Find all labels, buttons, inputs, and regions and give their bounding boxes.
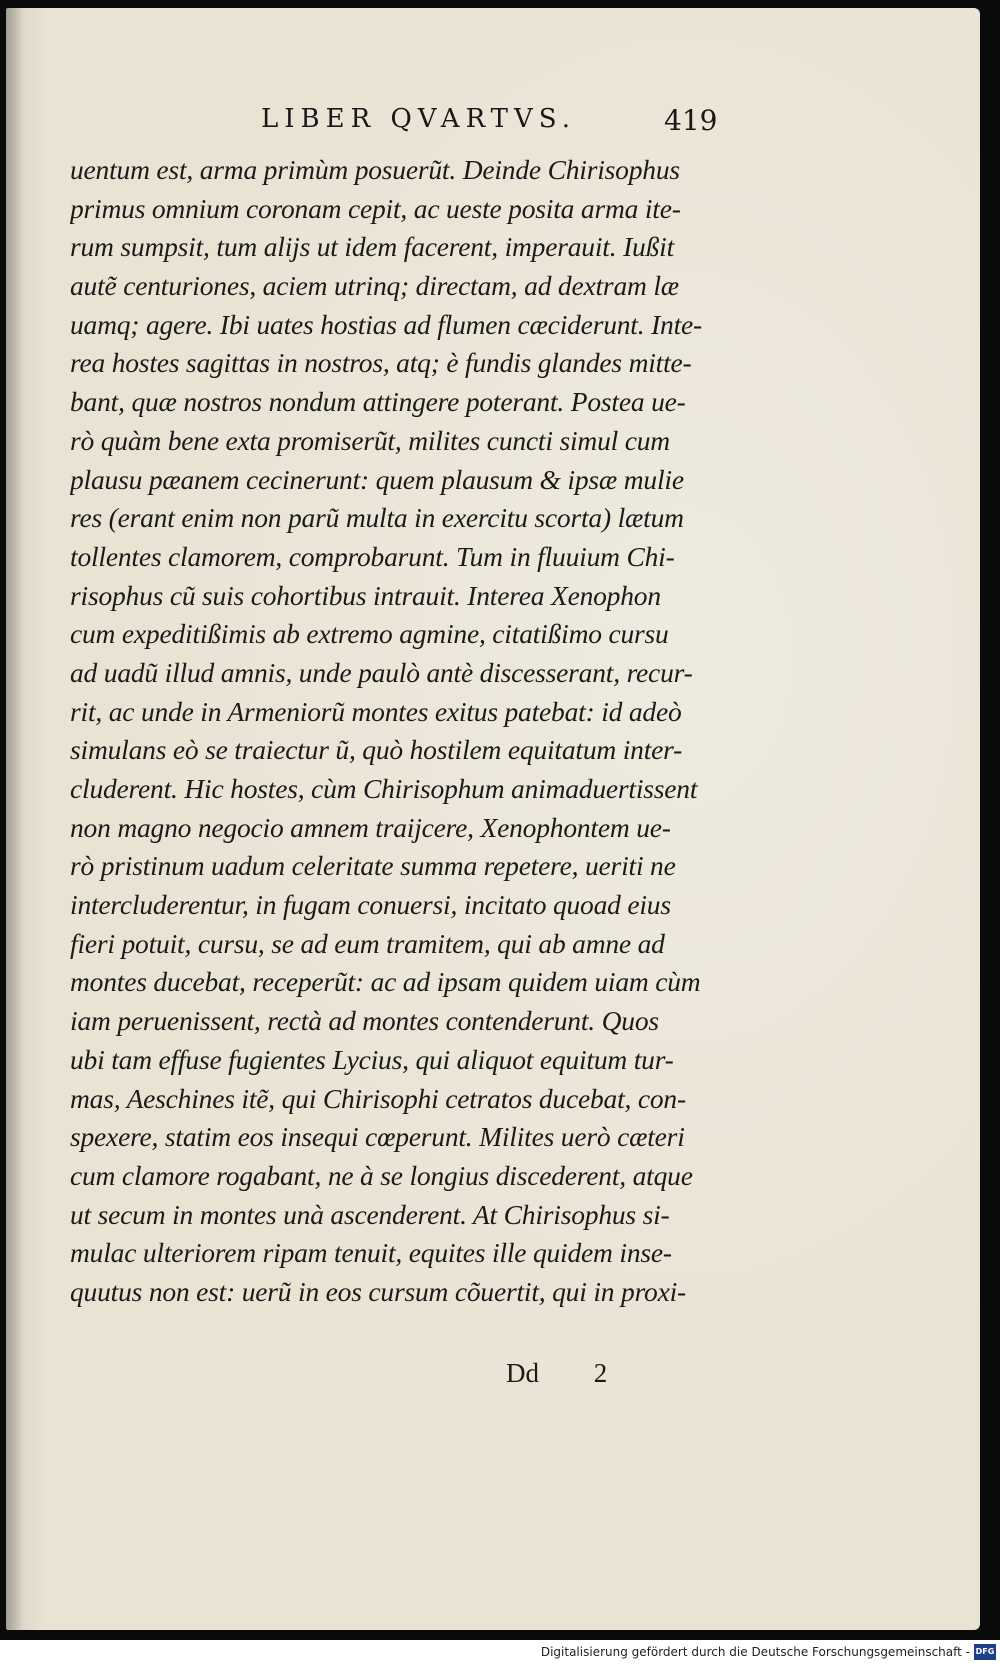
text-line: uamq; agere. Ibi uates hostias ad flumen cæciderunt. Inte- [70, 308, 702, 340]
text-line: fieri potuit, cursu, se ad eum tramitem, qui ab amne ad [70, 927, 665, 959]
running-head [6, 104, 980, 140]
text-line: rit, ac unde in Armeniorũ montes exitus patebat: id adeò [70, 695, 682, 727]
text-line: uentum est, arma primùm posuerũt. Deinde Chirisophus [70, 154, 680, 185]
text-line: tollentes clamorem, comprobarunt. Tum in fluuium Chi- [70, 540, 675, 572]
text-line: cum clamore rogabant, ne à se longius discederent, atque [70, 1159, 693, 1191]
dfg-logo-icon[interactable]: DFG [974, 1644, 996, 1660]
text-line: rum sumpsit, tum alijs ut idem facerent, imperauit. Iußit [70, 231, 675, 263]
text-line: non magno negocio amnem traijcere, Xenophontem ue- [70, 811, 671, 843]
running-title: LIBER QVARTVS. [261, 104, 576, 134]
text-line: mas, Aeschines itẽ, qui Chirisophi cetratos ducebat, con- [70, 1082, 686, 1114]
signature-line [506, 1358, 607, 1389]
text-line: ad uadũ illud amnis, unde paulò antè discesserant, recur- [70, 656, 693, 688]
text-line: cluderent. Hic hostes, cùm Chirisophum animaduertissent [70, 773, 698, 804]
text-line: plausu pæanem cecinerunt: quem plausum & ipsæ mulie [70, 463, 684, 495]
signature-number: 2 [593, 1358, 608, 1388]
text-line: primus omnium coronam cepit, ac ueste posita arma ite- [70, 192, 681, 224]
footer-credit: Digitalisierung gefördert durch die Deutsche Forschungsgemeinschaft - [540, 1645, 970, 1659]
text-line: bant, quæ nostros nondum attingere poterant. Postea ue- [70, 386, 686, 418]
text-line: res (erant enim non parũ multa in exercitu scorta) lætum [70, 502, 684, 534]
text-line: ubi tam effuse fugientes Lycius, qui aliquot equitum tur- [70, 1043, 674, 1075]
text-line: rea hostes sagittas in nostros, atq; è fundis glandes mitte- [70, 347, 692, 379]
signature-mark: Dd [506, 1358, 539, 1388]
text-line: mulac ulteriorem ripam tenuit, equites ille quidem inse- [70, 1237, 672, 1269]
text-line: spexere, statim eos insequi cœperunt. Milites uerò cæteri [70, 1121, 685, 1153]
gutter-shadow [6, 8, 24, 1630]
text-line: rò quàm bene exta promiserũt, milites cuncti simul cum [70, 424, 670, 456]
text-line: iam peruenissent, rectà ad montes contenderunt. Quos [70, 1005, 659, 1037]
text-line: risophus cũ suis cohortibus intrauit. Interea Xenophon [70, 579, 661, 611]
folio-number: 419 [664, 104, 718, 137]
text-line: montes ducebat, receperũt: ac ad ipsam quidem uiam cùm [70, 966, 701, 998]
text-block [70, 151, 750, 1312]
text-line: cum expeditißimis ab extremo agmine, citatißimo cursu [70, 618, 669, 650]
text-line: quutus non est: uerũ in eos cursum cõuertit, qui in proxi- [70, 1275, 686, 1307]
text-line: intercluderentur, in fugam conuersi, incitato quoad eius [70, 889, 671, 921]
text-line: ut secum in montes unà ascenderent. At Chirisophus si- [70, 1198, 670, 1230]
book-page [6, 8, 980, 1630]
footer-bar [0, 1640, 1000, 1669]
text-line: autẽ centuriones, aciem utrinq; directam, ad dextram læ [70, 270, 679, 302]
text-line: simulans eò se traiectur ũ, quò hostilem equitatum inter- [70, 734, 683, 766]
text-line: rò pristinum uadum celeritate summa repetere, ueriti ne [70, 850, 676, 882]
